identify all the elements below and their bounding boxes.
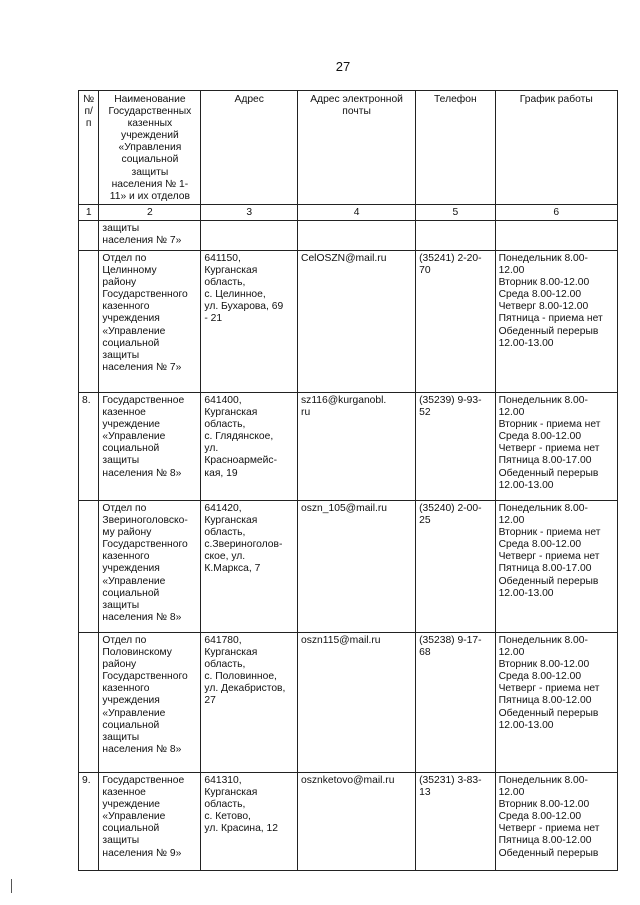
cell-name: защиты населения № 7» — [99, 220, 201, 250]
cell-phone: (35239) 9-93- 52 — [416, 392, 495, 500]
institutions-table — [78, 90, 618, 871]
cell-address: 641150, Курганская область, с. Целинное, ул. Бухарова, 69 - 21 — [201, 250, 298, 392]
cell-email — [298, 220, 416, 250]
column-number: 4 — [298, 204, 416, 220]
cell-number: 8. — [79, 392, 99, 500]
header-phone: Телефон — [416, 91, 495, 205]
header-name: Наименование Государственных казенных учреждений «Управления социальной защиты населения № 1- 11» и их отделов — [99, 91, 201, 205]
cell-number — [79, 250, 99, 392]
cell-name: Отдел по Половинскому району Государственного казенного учреждения «Управление социальной защиты населения № 8» — [99, 632, 201, 772]
column-number-row — [79, 204, 618, 220]
cell-address: 641780, Курганская область, с. Половинное, ул. Декабристов, 27 — [201, 632, 298, 772]
cell-address — [201, 220, 298, 250]
cell-schedule: Понедельник 8.00- 12.00 Вторник 8.00-12.00 Среда 8.00-12.00 Четверг - приема нет Пятница 8.00-12.00 Обеденный перерыв — [495, 772, 617, 870]
table-row — [79, 392, 618, 500]
cell-schedule: Понедельник 8.00- 12.00 Вторник 8.00-12.00 Среда 8.00-12.00 Четверг 8.00-12.00 Пятница - приема нет Обеденный перерыв 12.00-13.00 — [495, 250, 617, 392]
column-number: 6 — [495, 204, 617, 220]
header-email: Адрес электронной почты — [298, 91, 416, 205]
cell-phone: (35240) 2-00- 25 — [416, 500, 495, 632]
table-header-row — [79, 91, 618, 205]
header-address: Адрес — [201, 91, 298, 205]
cell-phone — [416, 220, 495, 250]
cell-phone: (35241) 2-20- 70 — [416, 250, 495, 392]
table-row — [79, 772, 618, 870]
cell-number — [79, 632, 99, 772]
header-schedule: График работы — [495, 91, 617, 205]
table-row — [79, 500, 618, 632]
scan-edge-mark — [11, 879, 12, 893]
column-number: 1 — [79, 204, 99, 220]
header-number: № п/п — [79, 91, 99, 205]
page-number: 27 — [335, 59, 351, 74]
cell-email: sz116@kurganobl. ru — [298, 392, 416, 500]
table-row — [79, 632, 618, 772]
cell-schedule: Понедельник 8.00- 12.00 Вторник - приема нет Среда 8.00-12.00 Четверг - приема нет Пятница 8.00-17.00 Обеденный перерыв 12.00-13.00 — [495, 392, 617, 500]
cell-number: 9. — [79, 772, 99, 870]
cell-schedule: Понедельник 8.00- 12.00 Вторник - приема нет Среда 8.00-12.00 Четверг - приема нет Пятница 8.00-17.00 Обеденный перерыв 12.00-13.00 — [495, 500, 617, 632]
cell-address: 641310, Курганская область, с. Кетово, ул. Красина, 12 — [201, 772, 298, 870]
cell-name: Отдел по Звериноголовско- му району Государственного казенного учреждения «Управление социальной защиты населения № 8» — [99, 500, 201, 632]
cell-schedule: Понедельник 8.00- 12.00 Вторник 8.00-12.00 Среда 8.00-12.00 Четверг - приема нет Пятница 8.00-12.00 Обеденный перерыв 12.00-13.00 — [495, 632, 617, 772]
cell-number — [79, 500, 99, 632]
cell-phone: (35231) 3-83- 13 — [416, 772, 495, 870]
cell-phone: (35238) 9-17- 68 — [416, 632, 495, 772]
column-number: 3 — [201, 204, 298, 220]
column-number: 5 — [416, 204, 495, 220]
cell-name: Государственное казенное учреждение «Управление социальной защиты населения № 9» — [99, 772, 201, 870]
cell-number — [79, 220, 99, 250]
cell-email: oszn115@mail.ru — [298, 632, 416, 772]
column-number: 2 — [99, 204, 201, 220]
cell-address: 641400, Курганская область, с. Глядянское, ул. Красноармейс- кая, 19 — [201, 392, 298, 500]
cell-name: Государственное казенное учреждение «Управление социальной защиты населения № 8» — [99, 392, 201, 500]
cell-email: osznketovo@mail.ru — [298, 772, 416, 870]
cell-schedule — [495, 220, 617, 250]
cell-email: oszn_105@mail.ru — [298, 500, 416, 632]
cell-name: Отдел по Целинному району Государственного казенного учреждения «Управление социальной защиты населения № 7» — [99, 250, 201, 392]
table-row — [79, 250, 618, 392]
table-row — [79, 220, 618, 250]
cell-address: 641420, Курганская область, с.Звериноголов- ское, ул. К.Маркса, 7 — [201, 500, 298, 632]
cell-email: CelOSZN@mail.ru — [298, 250, 416, 392]
